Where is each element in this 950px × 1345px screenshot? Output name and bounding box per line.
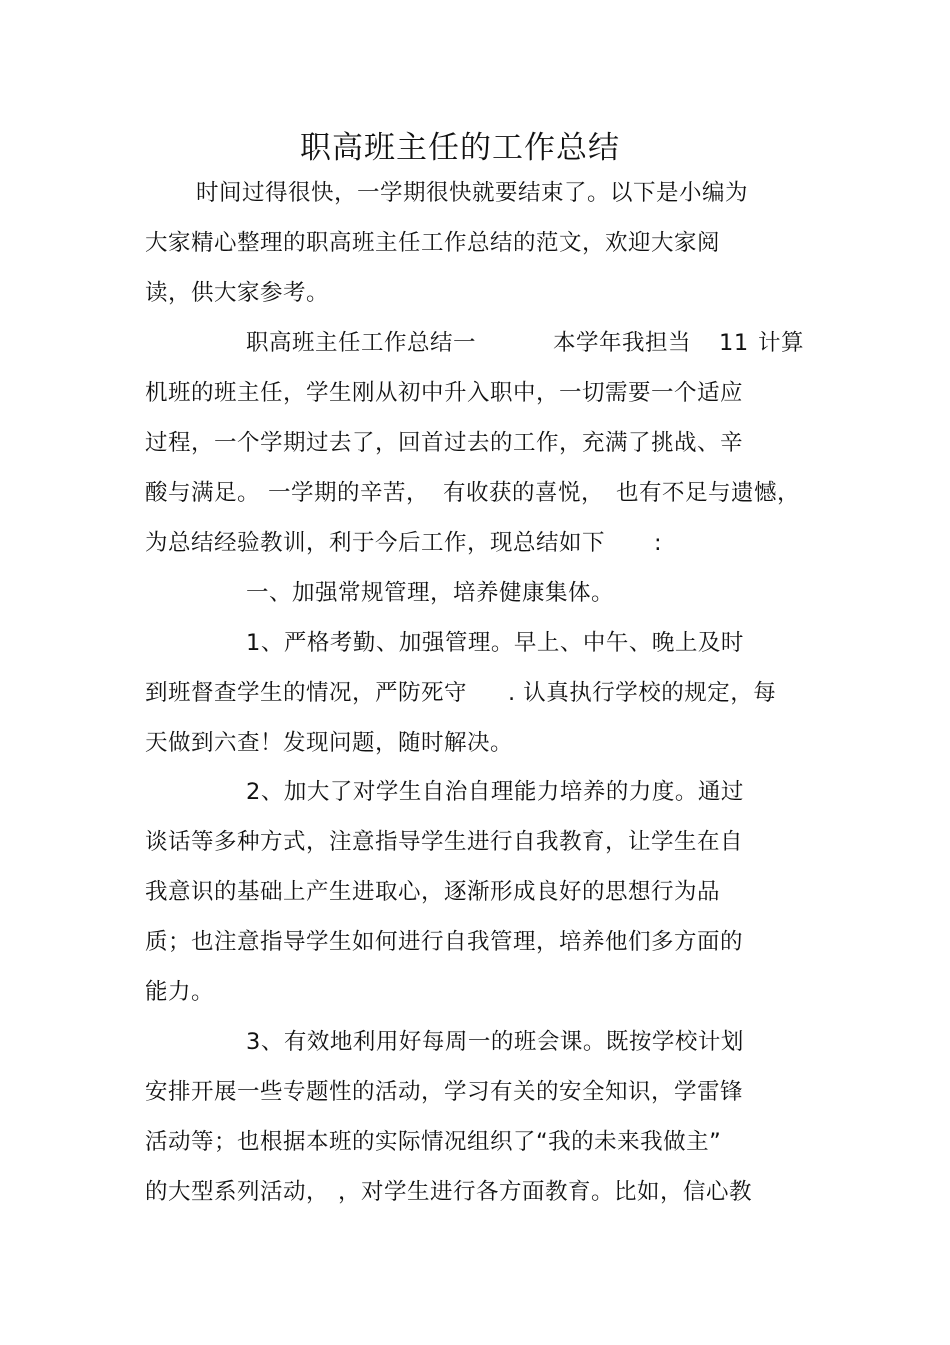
paragraph-line: 我意识的基础上产生进取心，逐渐形成良好的思想行为品 [145,879,721,905]
paragraph-line: 活动等；也根据本班的实际情况组织了“我的未来我做主” [145,1129,722,1155]
subsection-heading: 一、加强常规管理，培养健康集体。 [246,580,615,606]
paragraph-text: 本学年我担当 [553,330,692,356]
paragraph-text: 到班督查学生的情况，严防死守 [145,680,468,706]
paragraph-text: ，对学生进行各方面教育。比如，信心教 [338,1179,753,1205]
paragraph-line: 3、有效地利用好每周一的班会课。既按学校计划 [246,1029,744,1055]
paragraph-text: 一学期的辛苦， [268,480,430,506]
paragraph-text: 酸与满足。 [145,480,261,506]
paragraph-line: 机班的班主任，学生刚从初中升入职中，一切需要一个适应 [145,380,744,406]
paragraph-line: 大家精心整理的职高班主任工作总结的范文，欢迎大家阅 [145,230,721,256]
paragraph-line: 谈话等多种方式，注意指导学生进行自我教育，让学生在自 [145,829,744,855]
paragraph-text: 11 [719,330,749,356]
paragraph-text: 也有不足与遗憾， [616,480,801,506]
section-heading: 职高班主任工作总结一 [246,330,477,356]
paragraph-line: 读，供大家参考。 [145,280,330,306]
paragraph-line [0,477,950,509]
section-heading-line [0,327,950,359]
paragraph-line: 1、严格考勤、加强管理。早上、中午、晚上及时 [246,630,744,656]
paragraph-line [0,677,950,709]
paragraph-text: 为总结经验教训，利于今后工作，现总结如下 [145,530,606,556]
paragraph-text: 有收获的喜悦， [443,480,605,506]
document-title: 职高班主任的工作总结 [300,130,620,166]
paragraph-text: . 认真执行学校的规定，每 [508,680,777,706]
paragraph-line: 时间过得很快，一学期很快就要结束了。以下是小编为 [196,180,749,206]
paragraph-line: 2、加大了对学生自治自理能力培养的力度。通过 [246,779,744,805]
paragraph-line: 质；也注意指导学生如何进行自我管理，培养他们多方面的 [145,929,744,955]
paragraph-text: : [654,530,663,556]
paragraph-text: 的大型系列活动， [145,1179,330,1205]
paragraph-line: 安排开展一些专题性的活动，学习有关的安全知识，学雷锋 [145,1079,744,1105]
paragraph-line: 过程，一个学期过去了，回首过去的工作，充满了挑战、辛 [145,430,744,456]
paragraph-line: 天做到六查！发现问题，随时解决。 [145,730,514,756]
paragraph-line [0,1176,950,1208]
paragraph-text: 计算 [758,330,805,356]
paragraph-line: 能力。 [145,979,215,1005]
paragraph-line [0,527,950,559]
